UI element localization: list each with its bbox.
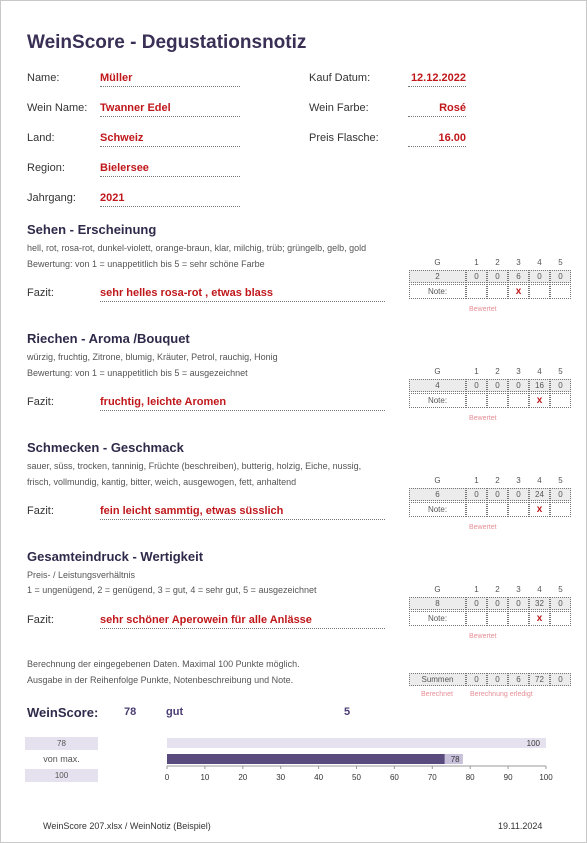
note-cell-1-2[interactable] <box>487 393 508 408</box>
calc-description-2: Ausgabe in der Reihenfolge Punkte, Notenbeschreibung und Note. <box>27 675 294 685</box>
wine-name-label: Wein Name: <box>27 102 88 114</box>
score-bar <box>167 754 463 764</box>
grid-value-2-0: 6 <box>409 488 466 501</box>
note-label-0: Note: <box>409 284 466 299</box>
section-desc1-0: hell, rot, rosa-rot, dunkel-violett, orange-braun, klar, milchig, trüb; grüngelb, gelb, gold <box>27 243 367 253</box>
grid-value-0-1: 0 <box>466 270 487 283</box>
note-cell-3-2[interactable] <box>487 611 508 626</box>
grid-value-0-2: 0 <box>487 270 508 283</box>
grid-header-3-3: 3 <box>516 585 521 594</box>
score-bar-chart <box>150 730 570 790</box>
grid-header-1-3: 3 <box>516 367 521 376</box>
purchase-date-label: Kauf Datum: <box>309 72 371 84</box>
grid-header-0-5: 5 <box>558 258 563 267</box>
fazit-label-0: Fazit: <box>27 287 54 299</box>
x-tick-label-1: 10 <box>200 773 210 782</box>
x-tick-label-2: 20 <box>238 773 248 782</box>
grid-value-1-0: 4 <box>409 379 466 392</box>
calc-description-1: Berechnung der eingegebenen Daten. Maximal 100 Punkte möglich. <box>27 659 300 669</box>
grid-header-1-0: G <box>434 367 441 376</box>
section-title-3: Gesamteindruck - Wertigkeit <box>27 549 204 564</box>
grid-value-2-4: 24 <box>529 488 550 501</box>
grid-header-2-2: 2 <box>495 476 500 485</box>
country-value[interactable]: Schweiz <box>100 132 240 147</box>
weinscore-label: WeinScore: <box>27 705 99 720</box>
purchase-date-value[interactable]: 12.12.2022 <box>408 72 466 87</box>
grid-header-3-5: 5 <box>558 585 563 594</box>
section-title-2: Schmecken - Geschmack <box>27 440 184 455</box>
wine-name-value[interactable]: Twanner Edel <box>100 102 240 117</box>
region-value[interactable]: Bielersee <box>100 162 240 177</box>
x-tick-label-4: 40 <box>314 773 324 782</box>
bewertet-label-0: Bewertet <box>469 306 497 313</box>
grid-value-0-4: 0 <box>529 270 550 283</box>
section-desc0-3: Preis- / Leistungsverhältnis <box>27 570 136 580</box>
region-label: Region: <box>27 162 65 174</box>
grid-header-0-1: 1 <box>474 258 479 267</box>
note-cell-2-4[interactable]: x <box>529 502 550 517</box>
grid-header-1-5: 5 <box>558 367 563 376</box>
grid-header-1-4: 4 <box>537 367 542 376</box>
grid-header-1-2: 2 <box>495 367 500 376</box>
footer-date: 19.11.2024 <box>498 821 543 831</box>
note-cell-0-3[interactable]: x <box>508 284 529 299</box>
von-max-label: von max. <box>43 754 80 764</box>
grid-header-2-0: G <box>434 476 441 485</box>
section-title-1: Riechen - Aroma /Bouquet <box>27 331 190 346</box>
score-bar-label: 78 <box>450 755 460 764</box>
note-cell-3-5[interactable] <box>550 611 571 626</box>
bewertet-label-2: Bewertet <box>469 524 497 531</box>
note-label-3: Note: <box>409 611 466 626</box>
note-cell-1-4[interactable]: x <box>529 393 550 408</box>
name-label: Name: <box>27 72 60 84</box>
section-desc2-1: Bewertung: von 1 = unappetitlich bis 5 = ausgezeichnet <box>27 368 248 378</box>
note-cell-2-3[interactable] <box>508 502 529 517</box>
x-tick-label-5: 50 <box>352 773 361 782</box>
grid-value-1-2: 0 <box>487 379 508 392</box>
grid-value-3-4: 32 <box>529 597 550 610</box>
summen-cell-2: 0 <box>487 673 508 686</box>
summen-cell-4: 72 <box>529 673 550 686</box>
section-desc1-1: würzig, fruchtig, Zitrone, blumig, Kräuter, Petrol, rauchig, Honig <box>27 352 278 362</box>
grid-header-3-1: 1 <box>474 585 479 594</box>
section-desc2-2: frisch, vollmundig, kantig, bitter, weich, ausgewogen, fett, anhaltend <box>27 477 297 487</box>
x-tick-label-9: 90 <box>503 773 513 782</box>
grid-value-3-3: 0 <box>508 597 529 610</box>
grid-value-3-1: 0 <box>466 597 487 610</box>
bottle-price-value[interactable]: 16.00 <box>408 132 466 147</box>
x-tick-label-3: 30 <box>276 773 286 782</box>
vintage-value[interactable]: 2021 <box>100 192 240 207</box>
note-cell-3-3[interactable] <box>508 611 529 626</box>
berechnet-label: Berechnet <box>421 691 453 698</box>
grid-value-2-1: 0 <box>466 488 487 501</box>
note-cell-0-1[interactable] <box>466 284 487 299</box>
grid-header-2-1: 1 <box>474 476 479 485</box>
x-tick-label-8: 80 <box>465 773 475 782</box>
grid-header-3-2: 2 <box>495 585 500 594</box>
grid-value-0-5: 0 <box>550 270 571 283</box>
grid-value-3-5: 0 <box>550 597 571 610</box>
section-desc1-3: 1 = ungenügend, 2 = genügend, 3 = gut, 4 = sehr gut, 5 = ausgezeichnet <box>27 585 317 595</box>
note-label-2: Note: <box>409 502 466 517</box>
note-cell-2-1[interactable] <box>466 502 487 517</box>
note-cell-3-1[interactable] <box>466 611 487 626</box>
grid-header-2-3: 3 <box>516 476 521 485</box>
weinscore-points: 78 <box>124 706 137 718</box>
grid-header-2-4: 4 <box>537 476 542 485</box>
note-cell-1-5[interactable] <box>550 393 571 408</box>
summen-cell-3: 6 <box>508 673 529 686</box>
grid-value-0-3: 6 <box>508 270 529 283</box>
country-label: Land: <box>27 132 55 144</box>
note-cell-3-4[interactable]: x <box>529 611 550 626</box>
grid-value-3-2: 0 <box>487 597 508 610</box>
name-value[interactable]: Müller <box>100 72 240 87</box>
section-desc1-2: sauer, süss, trocken, tanninig, Früchte (beschreiben), butterig, holzig, Eiche, nussig, <box>27 461 362 471</box>
note-cell-0-5[interactable] <box>550 284 571 299</box>
x-tick-label-10: 100 <box>539 773 553 782</box>
note-cell-1-3[interactable] <box>508 393 529 408</box>
grid-header-3-0: G <box>434 585 441 594</box>
fazit-value-0[interactable]: sehr helles rosa-rot , etwas blass <box>100 287 385 302</box>
summen-cell-5: 0 <box>550 673 571 686</box>
page-title: WeinScore - Degustationsnotiz <box>27 32 307 53</box>
note-cell-2-5[interactable] <box>550 502 571 517</box>
x-tick-label-6: 60 <box>389 773 399 782</box>
max-bar-label: 100 <box>526 739 540 748</box>
note-cell-2-2[interactable] <box>487 502 508 517</box>
fazit-label-2: Fazit: <box>27 505 54 517</box>
grid-header-0-0: G <box>434 258 441 267</box>
fazit-label-3: Fazit: <box>27 614 54 626</box>
grid-header-2-5: 5 <box>558 476 563 485</box>
mini-score-chip: 78 <box>25 737 98 750</box>
x-tick-label-7: 70 <box>427 773 437 782</box>
summen-label: Summen <box>409 673 466 686</box>
note-cell-1-1[interactable] <box>466 393 487 408</box>
fazit-value-1[interactable]: fruchtig, leichte Aromen <box>100 396 385 411</box>
fazit-value-2[interactable]: fein leicht sammtig, etwas süsslich <box>100 505 385 520</box>
weinscore-description: gut <box>166 706 184 718</box>
grid-value-1-1: 0 <box>466 379 487 392</box>
grid-header-0-3: 3 <box>516 258 521 267</box>
max-bar <box>167 738 546 748</box>
grid-header-0-2: 2 <box>495 258 500 267</box>
grid-value-3-0: 8 <box>409 597 466 610</box>
bewertet-label-1: Bewertet <box>469 415 497 422</box>
summen-cell-1: 0 <box>466 673 487 686</box>
x-tick-label-0: 0 <box>164 773 170 782</box>
grid-value-1-3: 0 <box>508 379 529 392</box>
footer-file: WeinScore 207.xlsx / WeinNotiz (Beispiel) <box>43 821 211 831</box>
grid-value-2-2: 0 <box>487 488 508 501</box>
bottle-price-label: Preis Flasche: <box>309 132 379 144</box>
section-title-0: Sehen - Erscheinung <box>27 222 157 237</box>
note-cell-0-4[interactable] <box>529 284 550 299</box>
berechnung-erledigt-label: Berechnung erledigt <box>470 691 533 698</box>
section-desc2-0: Bewertung: von 1 = unappetitlich bis 5 = sehr schöne Farbe <box>27 259 265 269</box>
bewertet-label-3: Bewertet <box>469 633 497 640</box>
wine-color-label: Wein Farbe: <box>309 102 369 114</box>
grid-value-2-3: 0 <box>508 488 529 501</box>
fazit-label-1: Fazit: <box>27 396 54 408</box>
grid-value-0-0: 2 <box>409 270 466 283</box>
wine-color-value[interactable]: Rosé <box>408 102 466 117</box>
grid-header-1-1: 1 <box>474 367 479 376</box>
mini-max-chip: 100 <box>25 769 98 782</box>
grid-value-1-4: 16 <box>529 379 550 392</box>
weinscore-note: 5 <box>344 706 351 718</box>
grid-value-1-5: 0 <box>550 379 571 392</box>
vintage-label: Jahrgang: <box>27 192 76 204</box>
note-cell-0-2[interactable] <box>487 284 508 299</box>
fazit-value-3[interactable]: sehr schöner Aperowein für alle Anlässe <box>100 614 385 629</box>
grid-value-2-5: 0 <box>550 488 571 501</box>
grid-header-3-4: 4 <box>537 585 542 594</box>
note-label-1: Note: <box>409 393 466 408</box>
grid-header-0-4: 4 <box>537 258 542 267</box>
